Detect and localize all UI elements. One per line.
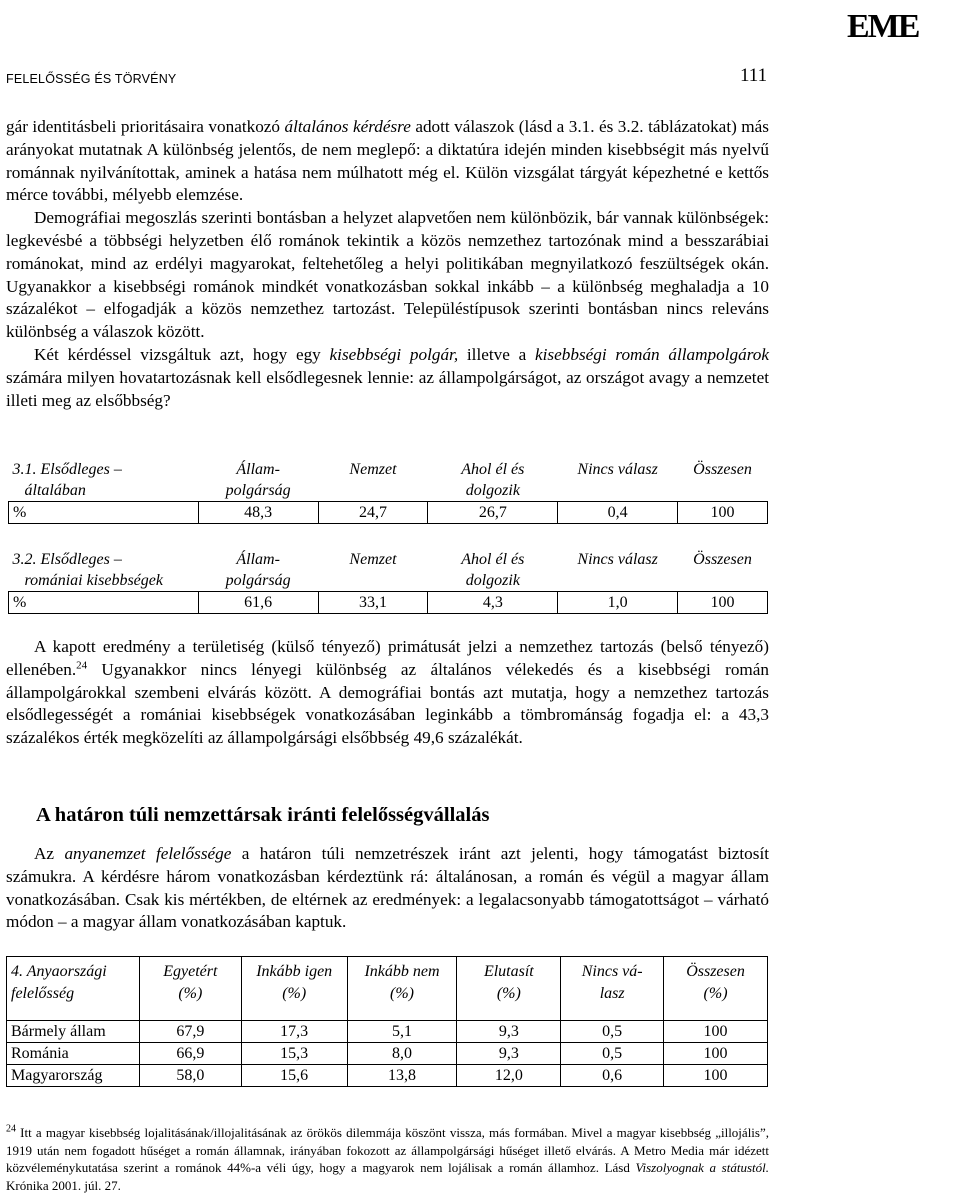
paragraph-2: Demográfiai megoszlás szerinti bontásban a helyzet alapvetően nem különbözik, bár vannak különbségek: legkevésbé a többségi helyzetben élő románok tekintik a közös nemzethez tartozónak mind a besszarábiai románokat, mind az erdélyi magyarokat, feltehetőleg a helyi politikában megnyilatkozó feszültségek okán. Ugyanakkor a kisebbségi románok mindkét vonatkozásban sokkal inkább – a különbség meghaladja a 10 százalékot – elfogadják a közös nemzethez tartozást. Településtípusok szerinti bontásban nincs releváns különbség a válaszok között. (6, 208, 769, 342)
text-block-middle (6, 636, 769, 750)
paragraph-5: Az anyanemzet felelőssége a határon túli nemzetrészek iránt azt jelenti, hogy támogatást biztosít számukra. A kérdésre három vonatkozásban kérdeztünk rá: általánosan, a román és végül a magyar állam vonatkozásában. Csak kis mértékben, de eltérnek az eredmények: a legalacsonyabb támogatottságot – várható módon – a magyar állam vonatkozásában kaptuk. (6, 844, 770, 932)
table-row: Magyarország 58,0 15,6 13,8 12,0 0,6 100 (7, 1065, 768, 1087)
table-4 (6, 956, 768, 1087)
table-row: Románia 66,9 15,3 8,0 9,3 0,5 100 (7, 1043, 768, 1065)
table-3-1 (8, 459, 768, 524)
table-header-row: 4. Anyaországi felelősség Egyetért (%) Inkább igen (%) Inkább nem (%) Elutasít (%) Nincs vá- lasz Összesen (%) (7, 957, 768, 1021)
section-heading: A határon túli nemzettársak iránti felelősségvállalás (36, 804, 490, 826)
table-header-row: 3.1. Elsődleges – általában Állam- polgárság Nemzet Ahol él és dolgozik Nincs válasz Összesen (9, 459, 768, 502)
running-title: FELELŐSSÉG ÉS TÖRVÉNY (6, 72, 177, 86)
table-3-2 (8, 549, 768, 614)
table-row: % 48,3 24,7 26,7 0,4 100 (9, 502, 768, 524)
footnote: $^{24}$ Itt a magyar kisebbség lojalitásának/illojalitásának az örökös dilemmája köszönt vissza, más formában. Mivel a magyar kisebbség „illojális”, 1919 után nem fogadott hűséget a román államnak, irányában fokozott az állampolgársági hűséget illető elvárás. A Metro Media már idézett közvéleménykutatása szerint a románok 44%-a véli úgy, hogy a magyarok nem lojálisak a román államhoz. Lásd Viszolyognak a státustól. Krónika 2001. júl. 27. (6, 1123, 769, 1193)
paragraph-1: gár identitásbeli prioritásaira vonatkozó általános kérdésre adott válaszok (lásd a 3.1. és 3.2. táblázatokat) más arányokat mutatnak A különbség jelentős, de nem meglepő: a diktatúra idején minden kisebbségit más nyelvű románnak nyilvánítottak, aminek a hatása nem múlhatott még el. Külön vizsgálat tárgyát képezhetné e kettős mérce további, mélyebb elemzése. (6, 117, 769, 205)
footnote-ref: 24 (76, 659, 88, 672)
footnote-number: 24 (6, 1123, 16, 1135)
publisher-logo: EME (847, 8, 919, 45)
paragraph-4: A kapott eredmény a területiség (külső tényező) primátusát jelzi a nemzethez tartozás (belső tényező) ellenében.$^{24}$ Ugyanakkor nincs lényegi különbség az általános vélekedés és a kisebbségi román állampolgárokkal szembeni elvárás között. A demográfiai bontás azt mutatja, hogy a nemzethez tartozás elsődlegességét a romániai kisebbségek vonatkozásában leginkább a tömbrománság fogadja el: a 43,3 százalékos érték megközelíti az állampolgársági elsőbbség 49,6 százalékát. (6, 637, 769, 748)
emphasis: általános kérdésre (284, 117, 411, 136)
table-row: Bármely állam 67,9 17,3 5,1 9,3 0,5 100 (7, 1021, 768, 1043)
table-header-row: 3.2. Elsődleges – romániai kisebbségek Állam- polgárság Nemzet Ahol él és dolgozik Nincs válasz Összesen (9, 549, 768, 592)
paragraph-3: Két kérdéssel vizsgáltuk azt, hogy egy kisebbségi polgár, illetve a kisebbségi román állampolgárok számára milyen hovatartozásnak kell elsődlegesnek lennie: az állampolgárságot, az országot avagy a nemzetet illeti meg az elsőbbség? (6, 344, 769, 410)
table-row: % 61,6 33,1 4,3 1,0 100 (9, 592, 768, 614)
page-number: 111 (740, 65, 768, 86)
text-block-top (6, 116, 769, 412)
text-block-bottom (6, 843, 769, 934)
